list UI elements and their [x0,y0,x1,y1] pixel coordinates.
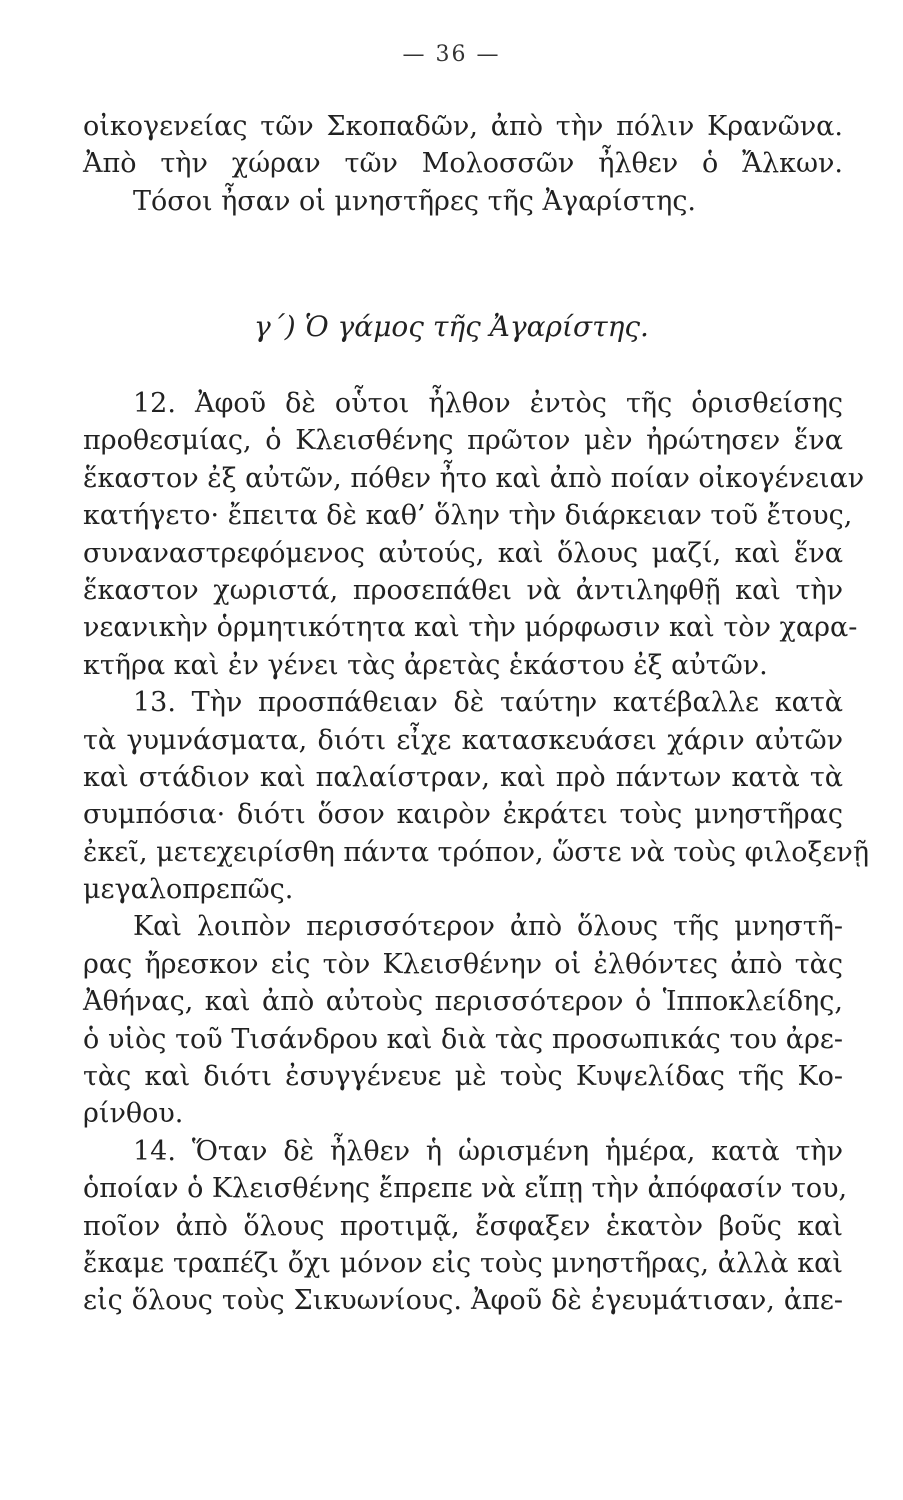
paragraph-12-line: ἕκαστον χωριστά, προσεπάθει νὰ ἀντιληφθῇ καὶ τὴν [83,574,843,606]
paragraph-12-line: προθεσμίας, ὁ Κλεισθένης πρῶτον μὲν ἠρώτησεν ἕνα [83,425,843,457]
paragraph-12-line: συναναστρεφόμενος αὐτούς, καὶ ὅλους μαζί, καὶ ἕνα [83,537,843,569]
paragraph-12-line: κτῆρα καὶ ἐν γένει τὰς ἀρετὰς ἑκάστου ἐξ αὐτῶν. [83,649,768,681]
paragraph-13-line: τὰ γυμνάσματα, διότι εἶχε κατασκευάσει χάριν αὐτῶν [83,724,843,756]
page-number: — 36 — [402,42,501,67]
body-text [83,385,869,1320]
text-line: Ἀπὸ τὴν χώραν τῶν Μολοσσῶν ἦλθεν ὁ Ἄλκων. [83,148,843,180]
paragraph-13-line: καὶ στάδιον καὶ παλαίστραν, καὶ πρὸ πάντων κατὰ τὰ [83,761,843,793]
paragraph-13-line: συμπόσια· διότι ὅσον καιρὸν ἐκράτει τοὺς μνηστῆρας [83,799,843,831]
paragraph-12-line: 12. Ἀφοῦ δὲ οὗτοι ἦλθον ἐντὸς τῆς ὁρισθείσης [133,388,843,419]
paragraph-13b-line: τὰς καὶ διότι ἐσυγγένευε μὲ τοὺς Κυψελίδας τῆς Κο- [83,1061,843,1093]
text-line: οἰκογενείας τῶν Σκοπαδῶν, ἀπὸ τὴν πόλιν Κρανῶνα. [83,111,843,142]
paragraph-13b-line: Καὶ λοιπὸν περισσότερον ἀπὸ ὅλους τῆς μνηστῆ- [133,911,843,943]
paragraph-12-line: κατήγετο· ἔπειτα δὲ καθ’ ὅλην τὴν διάρκειαν τοῦ ἔτους, [83,500,853,532]
paragraph-14-line: ὁποίαν ὁ Κλεισθένης ἔπρεπε νὰ εἴπῃ τὴν ἀπόφασίν του, [83,1173,848,1205]
section-heading: γ΄) Ὁ γάμος τῆς Ἀγαρίστης. [254,310,649,343]
text-line: Τόσοι ἦσαν οἱ μνηστῆρες τῆς Ἀγαρίστης. [133,185,697,217]
paragraph-14-line: ποῖον ἀπὸ ὅλους προτιμᾷ, ἔσφαξεν ἑκατὸν βοῦς καὶ [83,1210,843,1242]
paragraph-14-line: ἔκαμε τραπέζι ὄχι μόνον εἰς τοὺς μνηστῆρας, ἀλλὰ καὶ [83,1247,843,1279]
paragraph-12-line: νεανικὴν ὁρμητικότητα καὶ τὴν μόρφωσιν καὶ τὸν χαρα- [83,612,858,644]
paragraph-14-line: εἰς ὅλους τοὺς Σικυωνίους. Ἀφοῦ δὲ ἐγευμάτισαν, ἀπε- [83,1285,843,1317]
paragraph-13b-line: ὁ υἱὸς τοῦ Τισάνδρου καὶ διὰ τὰς προσωπικάς του ἀρε- [83,1023,843,1055]
paragraph-13b-line: ρας ἤρεσκον εἰς τὸν Κλεισθένην οἱ ἐλθόντες ἀπὸ τὰς [83,948,843,980]
paragraph-12-line: ἕκαστον ἐξ αὐτῶν, πόθεν ἦτο καὶ ἀπὸ ποίαν οἰκογένειαν [83,462,865,494]
paragraph-14-line: 14. Ὅταν δὲ ἦλθεν ἡ ὡρισμένη ἡμέρα, κατὰ τὴν [133,1135,843,1167]
paragraph-13-line: ἐκεῖ, μετεχειρίσθη πάντα τρόπον, ὥστε νὰ τοὺς φιλοξενῇ [83,836,869,868]
paragraph-13b-line: ρίνθου. [83,1098,184,1130]
paragraph-13-line: μεγαλοπρεπῶς. [83,874,294,906]
paragraph-13b-line: Ἀθήνας, καὶ ἀπὸ αὐτοὺς περισσότερον ὁ Ἱπποκλείδης, [83,986,843,1018]
paragraph-13-line: 13. Τὴν προσπάθειαν δὲ ταύτην κατέβαλλε κατὰ [133,687,843,719]
top-paragraph [83,108,843,220]
